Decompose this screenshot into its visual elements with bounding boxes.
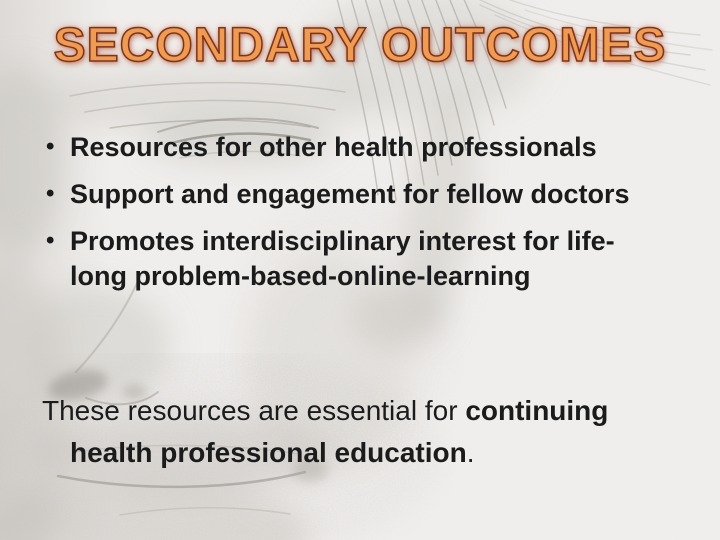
bullet-text: Resources for other health professionals (70, 132, 597, 162)
bullet-list (44, 130, 660, 306)
list-item (44, 177, 660, 212)
bullet-text: Support and engagement for fellow doctors (70, 179, 630, 209)
list-item (44, 130, 660, 165)
closing-bold: continuing health professional education (70, 395, 609, 468)
bullet-icon: • (46, 227, 55, 254)
bullet-text: Promotes interdisciplinary interest for life-long problem-based-online-learning (70, 226, 615, 291)
closing-suffix: . (466, 437, 475, 468)
closing-statement (42, 390, 670, 474)
closing-prefix: These resources are essential for (42, 395, 466, 426)
bullet-icon: • (46, 180, 55, 207)
bullet-icon: • (46, 133, 55, 160)
list-item (44, 224, 660, 294)
page-title: SECONDARY OUTCOMES (53, 19, 667, 72)
